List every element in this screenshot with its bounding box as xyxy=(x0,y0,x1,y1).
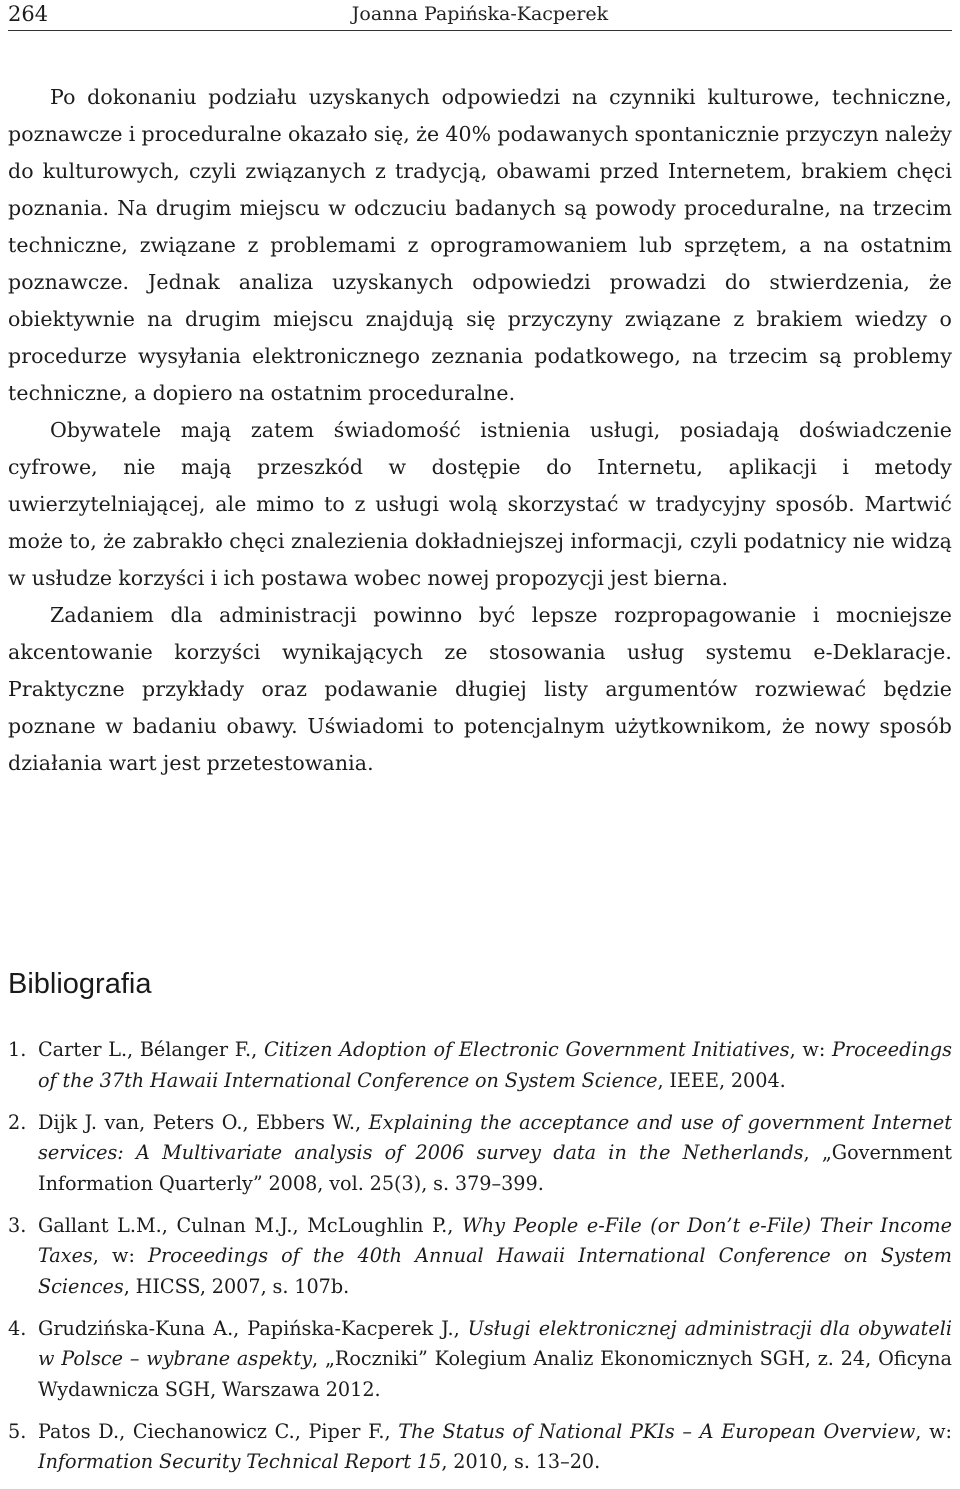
body-text xyxy=(8,79,952,782)
bibliography-mid: , w: xyxy=(789,1038,826,1061)
bibliography-item xyxy=(8,1417,952,1478)
bibliography-heading: Bibliografia xyxy=(8,968,152,1000)
bibliography-mid: , w: xyxy=(915,1419,952,1443)
bibliography-rest: , 2010, s. 13–20. xyxy=(441,1450,601,1473)
bibliography-item xyxy=(8,1108,952,1200)
bibliography-number: 1. xyxy=(8,1038,27,1061)
bibliography-number: 3. xyxy=(8,1213,27,1237)
bibliography-item xyxy=(8,1035,952,1096)
bibliography-rest: , HICSS, 2007, s. 107b. xyxy=(123,1274,350,1298)
bibliography-authors: Grudzińska-Kuna A., Papińska-Kacperek J., xyxy=(38,1316,460,1340)
bibliography-authors: Carter L., Bélanger F., xyxy=(38,1038,258,1061)
bibliography-list xyxy=(8,1035,952,1489)
bibliography-mid: , w: xyxy=(92,1244,135,1267)
bibliography-item xyxy=(8,1314,952,1406)
bibliography-title: Citizen Adoption of Electronic Government Initiatives xyxy=(263,1038,790,1061)
bibliography-number: 2. xyxy=(8,1110,27,1134)
page-header xyxy=(8,0,952,31)
bibliography-title: The Status of National PKIs – A European Overview xyxy=(398,1419,916,1443)
page xyxy=(8,0,953,1473)
bibliography-title: Explaining the acceptance and use of government Internet services: A Multivariate analysis of 2006 survey data in the Netherlands xyxy=(38,1110,952,1164)
bibliography-source: Information Security Technical Report 15 xyxy=(38,1450,442,1473)
bibliography-source: Proceedings of the 40th Annual Hawaii International Conference on System Sciences xyxy=(38,1244,952,1298)
bibliography-authors: Patos D., Ciechanowicz C., Piper F., xyxy=(38,1419,391,1443)
bibliography-title: Why People e-File (or Don’t e-File) Their Income Taxes xyxy=(38,1213,952,1267)
bibliography-rest: , IEEE, 2004. xyxy=(657,1068,786,1092)
running-head: Joanna Papińska-Kacperek xyxy=(351,3,609,25)
bibliography-number: 5. xyxy=(8,1419,27,1443)
bibliography-authors: Gallant L.M., Culnan M.J., McLoughlin P., xyxy=(38,1213,454,1237)
bibliography-number: 4. xyxy=(8,1316,27,1340)
bibliography-authors: Dijk J. van, Peters O., Ebbers W., xyxy=(38,1110,362,1134)
bibliography-item xyxy=(8,1211,952,1303)
bibliography-mid: , xyxy=(803,1141,810,1164)
paragraph: Po dokonaniu podziału uzyskanych odpowiedzi na czynniki kulturowe, techniczne, poznawcze i proceduralne okazało się, że 40% podawanych spontanicznie przyczyn należy do kulturowych, czyli związanych z tradycją, obawami przed Internetem, brakiem chęci poznania. Na drugim miejscu w odczuciu badanych są powody proceduralne, na trzecim techniczne, związane z problemami z oprogramowaniem lub sprzętem, a na ostatnim poznawcze. Jednak analiza uzyskanych odpowiedzi prowadzi do stwierdzenia, że obiektywnie na drugim miejscu znajdują się przyczyny związane z brakiem wiedzy o procedurze wysyłania elektronicznego zeznania podatkowego, na trzecim są problemy techniczne, a dopiero na ostatnim proceduralne. xyxy=(8,85,952,405)
page-number: 264 xyxy=(8,2,49,26)
bibliography-rest: „Government Information Quarterly” 2008, vol. 25(3), s. 379–399. xyxy=(38,1141,952,1195)
paragraph: Obywatele mają zatem świadomość istnienia usługi, posiadają doświadczenie cyfrowe, nie mają przeszkód w dostępie do Internetu, aplikacji i metody uwierzytelniającej, ale mimo to z usługi wolą skorzystać w tradycyjny sposób. Martwić może to, że zabrakło chęci znalezienia dokładniejszej informacji, czyli podatnicy nie widzą w usłudze korzyści i ich postawa wobec nowej propozycji jest bierna. xyxy=(8,418,952,590)
bibliography-mid: , xyxy=(312,1347,319,1370)
bibliography-source: Proceedings of the 37th Hawaii International Conference on System Science xyxy=(38,1038,952,1092)
bibliography-title: Usługi elektronicznej administracji dla obywateli w Polsce – wybrane aspekty xyxy=(38,1316,953,1370)
bibliography-rest: „Roczniki” Kolegium Analiz Ekonomicznych SGH, z. 24, Oficyna Wydawnicza SGH, Warszawa 2012. xyxy=(38,1347,952,1401)
paragraph: Zadaniem dla administracji powinno być lepsze rozpropagowanie i mocniejsze akcentowanie korzyści wynikających ze stosowania usług systemu e-Deklaracje. Praktyczne przykłady oraz podawanie długiej listy argumentów rozwiewać będzie poznane w badaniu obawy. Uświadomi to potencjalnym użytkownikom, że nowy sposób działania wart jest przetestowania. xyxy=(8,603,952,775)
